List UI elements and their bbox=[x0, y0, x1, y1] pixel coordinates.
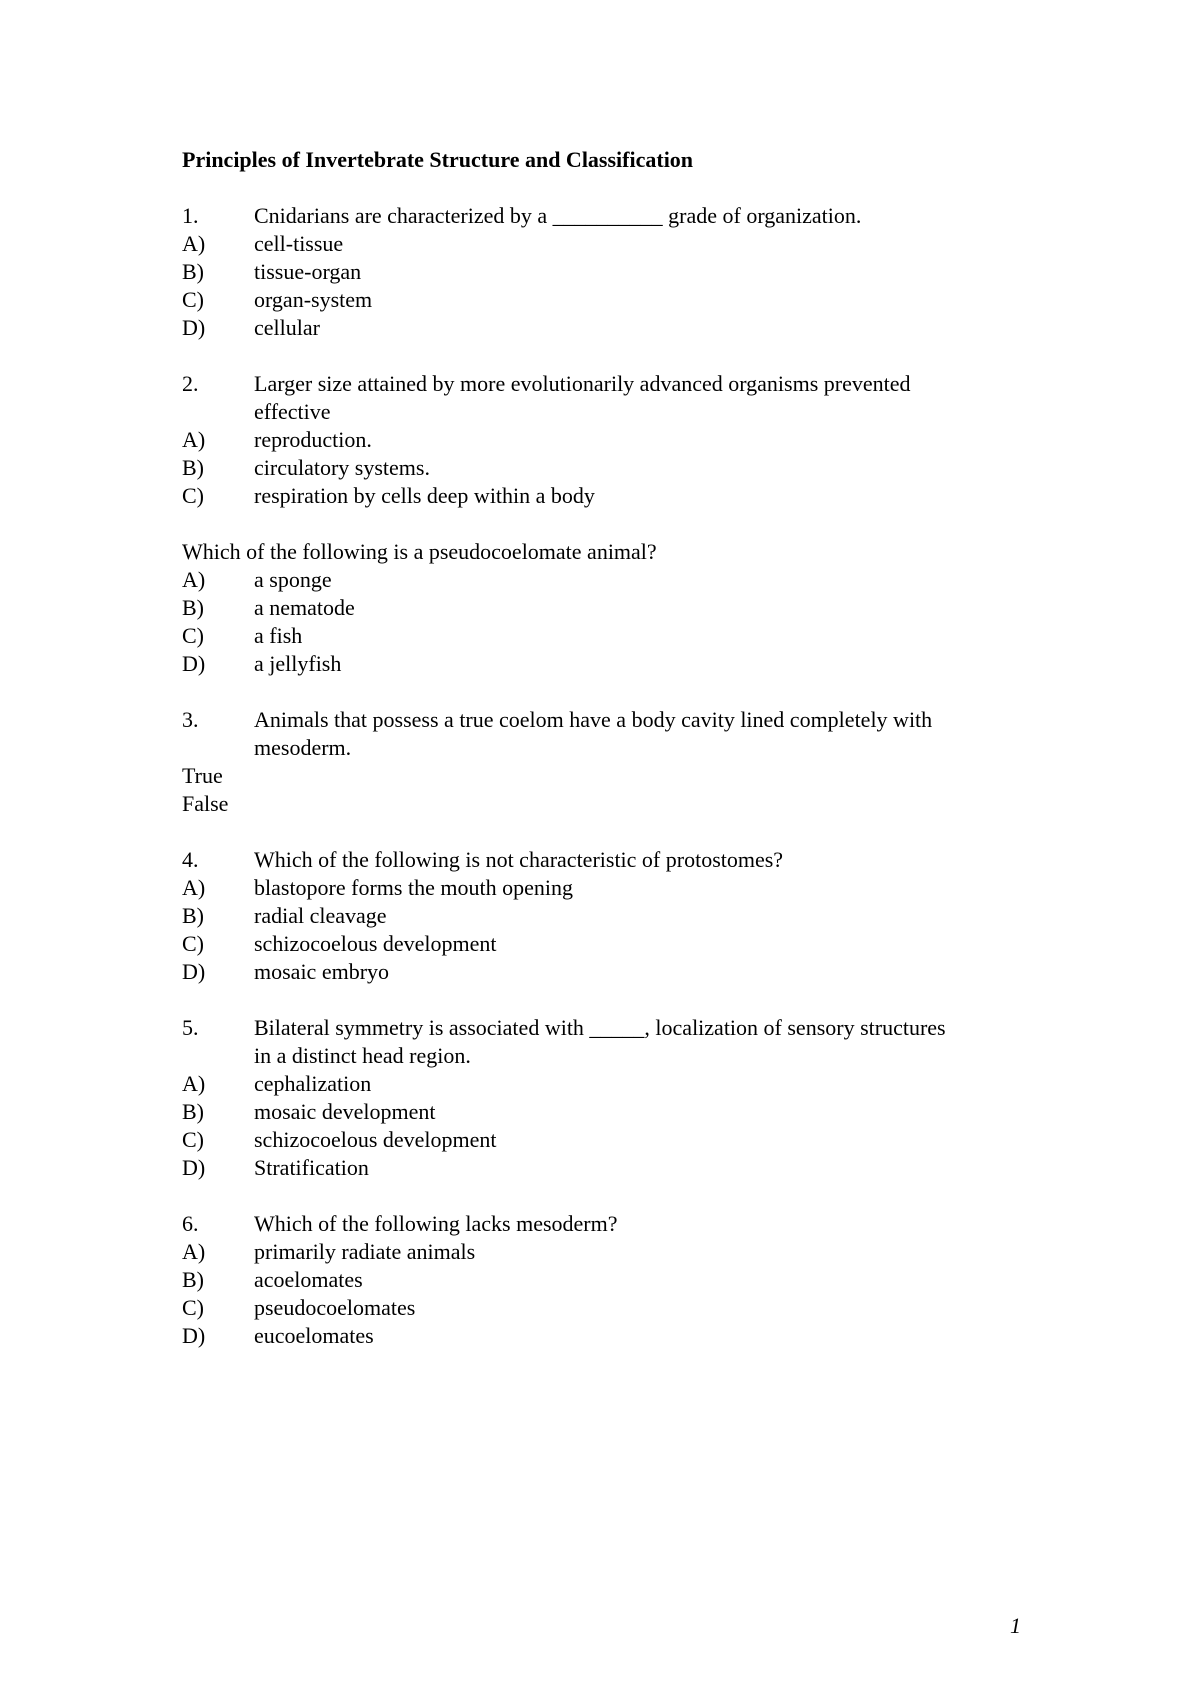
answer-option bbox=[182, 1294, 1042, 1322]
question-stem-text: in a distinct head region. bbox=[254, 1043, 471, 1068]
option-label: B) bbox=[182, 903, 204, 928]
option-text: cephalization bbox=[254, 1071, 372, 1096]
option-label: C) bbox=[182, 483, 204, 508]
option-text: radial cleavage bbox=[254, 903, 387, 928]
question-block bbox=[182, 1210, 1042, 1350]
question-stem-line bbox=[182, 398, 1042, 426]
answer-option bbox=[182, 902, 1042, 930]
page-number: 1 bbox=[1010, 1613, 1021, 1638]
option-text: pseudocoelomates bbox=[254, 1295, 416, 1320]
answer-option bbox=[182, 1126, 1042, 1154]
answer-option bbox=[182, 594, 1042, 622]
answer-option bbox=[182, 566, 1042, 594]
option-text: schizocoelous development bbox=[254, 1127, 497, 1152]
answer-option bbox=[182, 790, 1042, 818]
option-text: mosaic embryo bbox=[254, 959, 390, 984]
page-title: Principles of Invertebrate Structure and Classification bbox=[182, 147, 694, 172]
option-text: mosaic development bbox=[254, 1099, 436, 1124]
option-label: D) bbox=[182, 651, 206, 676]
question-number: 6. bbox=[182, 1211, 199, 1236]
option-label: A) bbox=[182, 427, 206, 452]
option-text: cellular bbox=[254, 315, 320, 340]
option-text: organ-system bbox=[254, 287, 373, 312]
question-block bbox=[182, 1014, 1042, 1182]
question-block bbox=[182, 846, 1042, 986]
question-stem-text: Which of the following is a pseudocoelomate animal? bbox=[182, 539, 657, 564]
option-text: a jellyfish bbox=[254, 651, 342, 676]
option-text: True bbox=[182, 763, 223, 788]
answer-option bbox=[182, 1322, 1042, 1350]
answer-option bbox=[182, 426, 1042, 454]
option-text: a sponge bbox=[254, 567, 332, 592]
option-label: C) bbox=[182, 931, 204, 956]
question-block bbox=[182, 538, 1042, 678]
answer-option bbox=[182, 622, 1042, 650]
answer-option bbox=[182, 314, 1042, 342]
question-number: 5. bbox=[182, 1015, 199, 1040]
answer-option bbox=[182, 1070, 1042, 1098]
option-label: B) bbox=[182, 455, 204, 480]
answer-option bbox=[182, 958, 1042, 986]
question-stem-text: Animals that possess a true coelom have a body cavity lined completely with bbox=[254, 707, 933, 732]
answer-option bbox=[182, 1266, 1042, 1294]
option-label: A) bbox=[182, 875, 206, 900]
question-number: 1. bbox=[182, 203, 199, 228]
option-text: a nematode bbox=[254, 595, 355, 620]
answer-option bbox=[182, 650, 1042, 678]
question-stem-line bbox=[182, 1014, 1042, 1042]
option-text: blastopore forms the mouth opening bbox=[254, 875, 573, 900]
option-text: False bbox=[182, 791, 229, 816]
question-number bbox=[182, 398, 254, 426]
option-text: cell-tissue bbox=[254, 231, 344, 256]
option-label: B) bbox=[182, 259, 204, 284]
question-stem-text: Which of the following is not characteristic of protostomes? bbox=[254, 847, 784, 872]
option-label: D) bbox=[182, 1323, 206, 1348]
question-number: 2. bbox=[182, 371, 199, 396]
option-label: D) bbox=[182, 959, 206, 984]
question-block bbox=[182, 202, 1042, 342]
option-text: Stratification bbox=[254, 1155, 369, 1180]
option-text: schizocoelous development bbox=[254, 931, 497, 956]
question-stem-line bbox=[182, 706, 1042, 734]
option-text: primarily radiate animals bbox=[254, 1239, 476, 1264]
question-stem-text: Bilateral symmetry is associated with _____, localization of sensory structures bbox=[254, 1015, 946, 1040]
option-text: tissue-organ bbox=[254, 259, 362, 284]
option-label: B) bbox=[182, 1099, 204, 1124]
option-text: eucoelomates bbox=[254, 1323, 374, 1348]
option-label: A) bbox=[182, 1071, 206, 1096]
option-label: C) bbox=[182, 287, 204, 312]
answer-option bbox=[182, 454, 1042, 482]
option-label: C) bbox=[182, 623, 204, 648]
question-stem-line bbox=[182, 1042, 1042, 1070]
option-text: reproduction. bbox=[254, 427, 372, 452]
answer-option bbox=[182, 930, 1042, 958]
answer-option bbox=[182, 258, 1042, 286]
option-label: A) bbox=[182, 231, 206, 256]
option-text: a fish bbox=[254, 623, 303, 648]
option-label: A) bbox=[182, 1239, 206, 1264]
option-text: circulatory systems. bbox=[254, 455, 430, 480]
question-stem-text: Which of the following lacks mesoderm? bbox=[254, 1211, 618, 1236]
question-number: 4. bbox=[182, 847, 199, 872]
question-block bbox=[182, 370, 1042, 510]
question-stem-line bbox=[182, 370, 1042, 398]
option-label: D) bbox=[182, 1155, 206, 1180]
question-stem-line bbox=[182, 202, 1042, 230]
answer-option bbox=[182, 1238, 1042, 1266]
question-stem-text: Larger size attained by more evolutionarily advanced organisms prevented bbox=[254, 371, 911, 396]
answer-option bbox=[182, 230, 1042, 258]
question-number bbox=[182, 1042, 254, 1070]
question-list bbox=[182, 202, 1042, 1378]
answer-option bbox=[182, 1098, 1042, 1126]
question-stem-text: Cnidarians are characterized by a __________ grade of organization. bbox=[254, 203, 862, 228]
answer-option bbox=[182, 482, 1042, 510]
option-text: respiration by cells deep within a body bbox=[254, 483, 595, 508]
option-label: B) bbox=[182, 1267, 204, 1292]
question-stem-line bbox=[182, 538, 1042, 566]
question-number bbox=[182, 734, 254, 762]
answer-option bbox=[182, 286, 1042, 314]
question-number: 3. bbox=[182, 707, 199, 732]
option-label: B) bbox=[182, 595, 204, 620]
answer-option bbox=[182, 762, 1042, 790]
option-label: D) bbox=[182, 315, 206, 340]
question-block bbox=[182, 706, 1042, 818]
option-text: acoelomates bbox=[254, 1267, 363, 1292]
option-label: C) bbox=[182, 1295, 204, 1320]
question-stem-text: mesoderm. bbox=[254, 735, 352, 760]
option-label: C) bbox=[182, 1127, 204, 1152]
question-stem-line bbox=[182, 846, 1042, 874]
question-stem-text: effective bbox=[254, 399, 331, 424]
question-stem-line bbox=[182, 1210, 1042, 1238]
answer-option bbox=[182, 874, 1042, 902]
option-label: A) bbox=[182, 567, 206, 592]
answer-option bbox=[182, 1154, 1042, 1182]
question-stem-line bbox=[182, 734, 1042, 762]
